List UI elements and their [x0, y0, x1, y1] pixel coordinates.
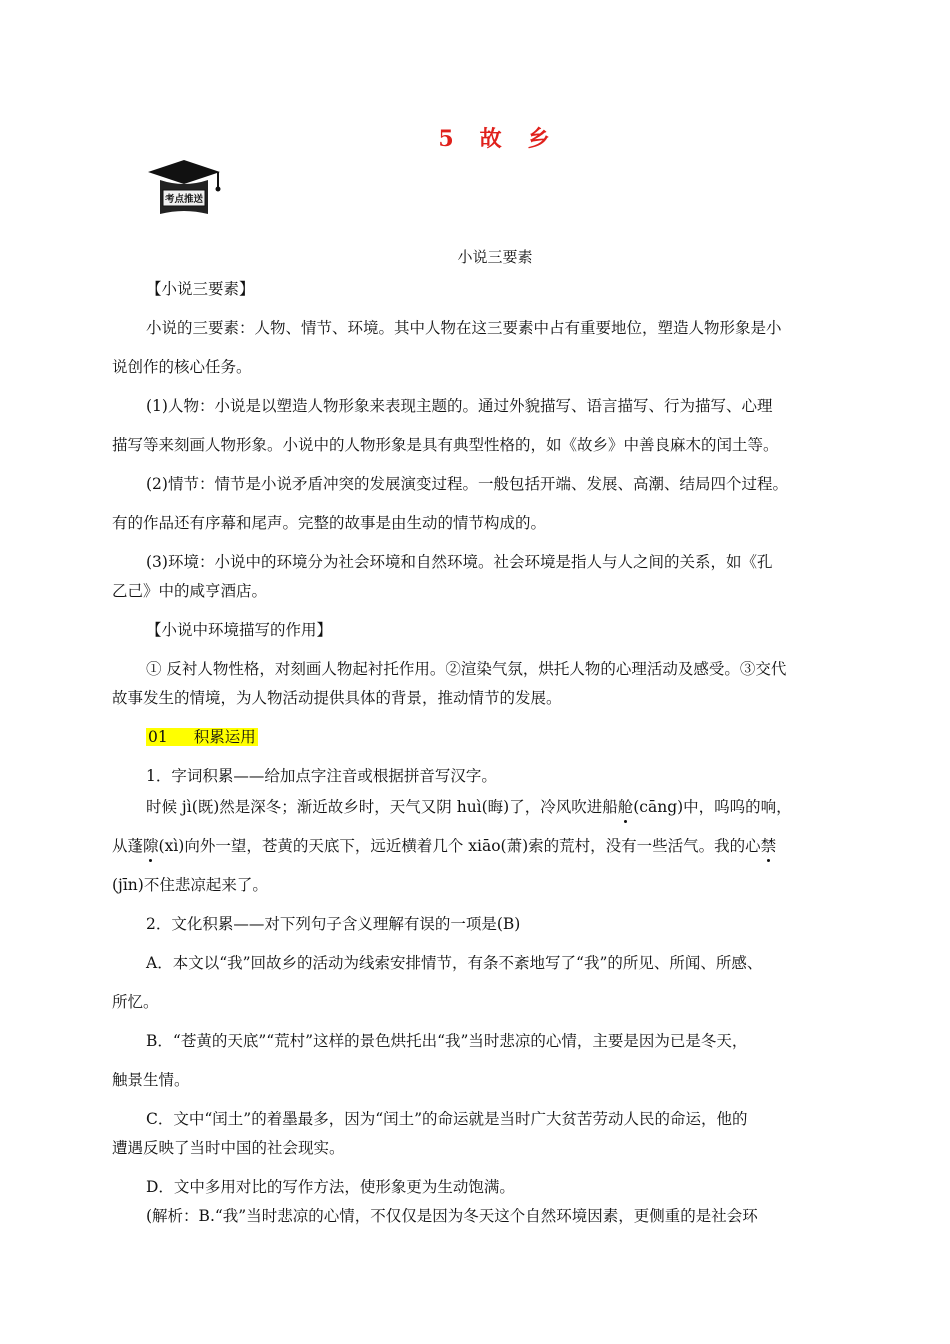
dotted-char: 舱 — [617, 798, 634, 816]
bracket-heading: 【小说三要素】 — [146, 280, 255, 298]
analysis-line: (解析：B.“我”当时悲凉的心情，不仅仅是因为冬天这个自然环境因素，更侧重的是社会环 — [146, 1207, 758, 1225]
paragraph-line: 乙己》中的咸亨酒店。 — [112, 582, 268, 600]
graduation-cap-badge-icon — [146, 158, 222, 220]
paragraph-line: ① 反衬人物性格，对刻画人物起衬托作用。②渲染气氛，烘托人物的心理活动及感受。③交代 — [146, 660, 787, 678]
section-marker — [146, 727, 258, 747]
paragraph-line: (1)人物：小说是以塑造人物形象来表现主题的。通过外貌描写、语言描写、行为描写、心理 — [146, 397, 773, 415]
question-line: 从蓬隙(xì)向外一望，苍黄的天底下，远近横着几个 xiāo(萧)索的荒村，没有一些活气。我的心禁 — [112, 837, 777, 855]
paragraph-line: 有的作品还有序幕和尾声。完整的故事是由生动的情节构成的。 — [112, 514, 547, 532]
dotted-char: 禁 — [760, 837, 777, 855]
option-c-cont: 遭遇反映了当时中国的社会现实。 — [112, 1139, 345, 1157]
highlighted-section-label: 01 积累运用 — [148, 728, 256, 746]
paragraph-line: (2)情节：情节是小说矛盾冲突的发展演变过程。一般包括开端、发展、高潮、结局四个过程。 — [146, 475, 788, 493]
paragraph-line: 描写等来刻画人物形象。小说中的人物形象是具有典型性格的，如《故乡》中善良麻木的闰土等。 — [112, 436, 779, 454]
bracket-heading: 【小说中环境描写的作用】 — [146, 621, 333, 639]
badge-label: 考点推送 — [164, 194, 203, 205]
paragraph-line: 小说的三要素：人物、情节、环境。其中人物在这三要素中占有重要地位，塑造人物形象是小 — [146, 319, 782, 337]
option-d: D．文中多用对比的写作方法，使形象更为生动饱满。 — [146, 1178, 515, 1196]
question-line: (jīn)不住悲凉起来了。 — [112, 876, 268, 894]
option-b: B．“苍黄的天底”“荒村”这样的景色烘托出“我”当时悲凉的心情，主要是因为已是冬天， — [146, 1032, 748, 1050]
paragraph-line: (3)环境：小说中的环境分为社会环境和自然环境。社会环境是指人与人之间的关系，如《孔 — [146, 553, 773, 571]
question-heading: 1．字词积累——给加点字注音或根据拼音写汉字。 — [146, 767, 497, 785]
option-c: C．文中“闰土”的着墨最多，因为“闰土”的命运就是当时广大贫苦劳动人民的命运，他的 — [146, 1110, 748, 1128]
option-a-cont: 所忆。 — [112, 993, 159, 1011]
option-b-cont: 触景生情。 — [112, 1071, 190, 1089]
option-a: A．本文以“我”回故乡的活动为线索安排情节，有条不紊地写了“我”的所见、所闻、所感、 — [146, 954, 763, 972]
paragraph-line: 故事发生的情境，为人物活动提供具体的背景，推动情节的发展。 — [112, 689, 562, 707]
question-heading: 2．文化积累——对下列句子含义理解有误的一项是(B) — [146, 915, 521, 933]
section-subheading: 小说三要素 — [457, 248, 533, 266]
paragraph-line: 说创作的核心任务。 — [112, 358, 252, 376]
question-line: 时候 jì(既)然是深冬；渐近故乡时，天气又阴 huì(晦)了，冷风吹进船舱(cāng)中，呜呜的响， — [146, 798, 792, 816]
page-title: 5 故 乡 — [438, 126, 552, 152]
dotted-char: 隙 — [143, 837, 159, 855]
